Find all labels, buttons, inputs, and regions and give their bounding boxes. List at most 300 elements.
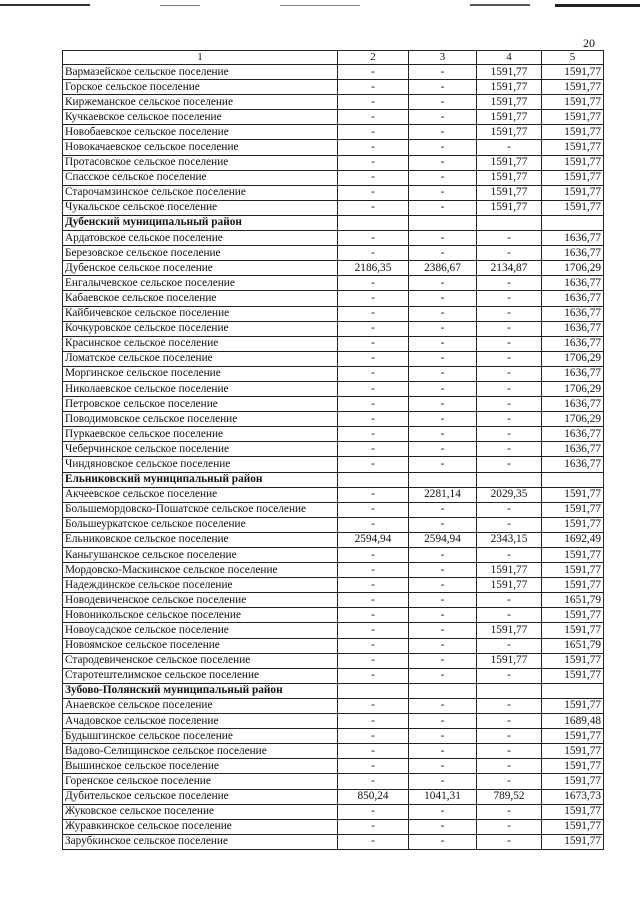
settlement-row [63, 759, 604, 774]
col2-value: - [338, 200, 409, 215]
empty-cell [477, 472, 542, 487]
col2-value: - [338, 155, 409, 170]
col3-value: - [409, 834, 477, 849]
col5-value: 1591,77 [542, 517, 604, 532]
col4-value: - [477, 608, 542, 623]
empty-cell [542, 215, 604, 230]
settlement-row [63, 608, 604, 623]
settlement-row [63, 306, 604, 321]
col4-value: - [477, 231, 542, 246]
col4-value: - [477, 834, 542, 849]
col3-value: - [409, 306, 477, 321]
col4-value: - [477, 291, 542, 306]
col5-value: 1591,77 [542, 653, 604, 668]
col2-value: - [338, 442, 409, 457]
col3-value: - [409, 804, 477, 819]
col4-value: - [477, 140, 542, 155]
col3-value: - [409, 95, 477, 110]
col5-value: 1591,77 [542, 819, 604, 834]
settlement-row [63, 381, 604, 396]
col4-value: - [477, 804, 542, 819]
col5-value: 1673,73 [542, 789, 604, 804]
col2-value: - [338, 412, 409, 427]
col4-value: - [477, 819, 542, 834]
empty-cell [477, 215, 542, 230]
col3-value: - [409, 291, 477, 306]
col3-value: - [409, 200, 477, 215]
col4-value: 1591,77 [477, 185, 542, 200]
settlement-name: Новодевиченское сельское поселение [63, 593, 338, 608]
empty-cell [338, 215, 409, 230]
settlement-row [63, 623, 604, 638]
settlement-row [63, 110, 604, 125]
col2-value: - [338, 140, 409, 155]
col3-value: - [409, 729, 477, 744]
col2-value: - [338, 351, 409, 366]
col3-value: - [409, 774, 477, 789]
col5-value: 1591,77 [542, 487, 604, 502]
col5-value: 1591,77 [542, 200, 604, 215]
settlement-name: Новоникольское сельское поселение [63, 608, 338, 623]
col5-value: 1636,77 [542, 306, 604, 321]
col4-value: 1591,77 [477, 170, 542, 185]
col4-value: - [477, 744, 542, 759]
col3-value: - [409, 698, 477, 713]
settlement-row [63, 457, 604, 472]
settlement-name: Акчеевское сельское поселение [63, 487, 338, 502]
col2-value: - [338, 231, 409, 246]
col4-value: 2029,35 [477, 487, 542, 502]
col5-value: 1692,49 [542, 532, 604, 547]
col3-value: - [409, 502, 477, 517]
col3-value: - [409, 442, 477, 457]
col3-value: - [409, 653, 477, 668]
col2-value: - [338, 291, 409, 306]
settlement-row [63, 819, 604, 834]
col5-value: 1651,79 [542, 593, 604, 608]
col3-value: - [409, 65, 477, 80]
settlement-name: Пуркаевское сельское поселение [63, 427, 338, 442]
header-cell: 3 [409, 51, 477, 65]
col2-value: - [338, 170, 409, 185]
col5-value: 1591,77 [542, 563, 604, 578]
col3-value: - [409, 623, 477, 638]
settlement-row [63, 578, 604, 593]
settlement-row [63, 321, 604, 336]
col5-value: 1636,77 [542, 366, 604, 381]
col5-value: 1706,29 [542, 261, 604, 276]
settlement-name: Жуковское сельское поселение [63, 804, 338, 819]
settlement-row [63, 804, 604, 819]
col3-value: - [409, 381, 477, 396]
col4-value: 1591,77 [477, 95, 542, 110]
col4-value: - [477, 366, 542, 381]
settlement-row [63, 351, 604, 366]
empty-cell [409, 215, 477, 230]
col2-value: - [338, 80, 409, 95]
col2-value: 2594,94 [338, 532, 409, 547]
col2-value: 850,24 [338, 789, 409, 804]
settlement-row [63, 774, 604, 789]
settlement-name: Новоямское сельское поселение [63, 638, 338, 653]
col4-value: - [477, 427, 542, 442]
settlement-row [63, 548, 604, 563]
header-cell: 1 [63, 51, 338, 65]
settlement-name: Анаевское сельское поселение [63, 698, 338, 713]
settlement-row [63, 336, 604, 351]
col4-value: 1591,77 [477, 578, 542, 593]
settlement-row [63, 698, 604, 713]
settlement-name: Вадово-Селищинское сельское поселение [63, 744, 338, 759]
settlement-name: Горское сельское поселение [63, 80, 338, 95]
col2-value: - [338, 729, 409, 744]
col5-value: 1706,29 [542, 351, 604, 366]
col3-value: - [409, 668, 477, 683]
col3-value: - [409, 593, 477, 608]
settlement-name: Березовское сельское поселение [63, 246, 338, 261]
col3-value: - [409, 517, 477, 532]
settlement-name: Чукальское сельское поселение [63, 200, 338, 215]
col3-value: - [409, 759, 477, 774]
col4-value: - [477, 306, 542, 321]
settlement-row [63, 834, 604, 849]
settlement-name: Чиндяновское сельское поселение [63, 457, 338, 472]
col5-value: 1591,77 [542, 608, 604, 623]
col3-value: - [409, 548, 477, 563]
col4-value: 2134,87 [477, 261, 542, 276]
col3-value: 1041,31 [409, 789, 477, 804]
col4-value: - [477, 276, 542, 291]
col3-value: - [409, 336, 477, 351]
settlement-row [63, 200, 604, 215]
settlement-row [63, 80, 604, 95]
empty-cell [338, 683, 409, 698]
col4-value: 789,52 [477, 789, 542, 804]
settlement-name: Протасовское сельское поселение [63, 155, 338, 170]
empty-cell [409, 683, 477, 698]
col5-value: 1591,77 [542, 155, 604, 170]
settlement-row [63, 714, 604, 729]
settlement-name: Кайбичевское сельское поселение [63, 306, 338, 321]
empty-cell [542, 683, 604, 698]
col3-value: - [409, 578, 477, 593]
settlement-row [63, 155, 604, 170]
col4-value: - [477, 397, 542, 412]
settlement-row [63, 593, 604, 608]
col4-value: 1591,77 [477, 80, 542, 95]
col5-value: 1591,77 [542, 759, 604, 774]
col5-value: 1591,77 [542, 125, 604, 140]
col2-value: - [338, 759, 409, 774]
col5-value: 1591,77 [542, 548, 604, 563]
settlement-name: Кабаевское сельское поселение [63, 291, 338, 306]
settlement-row [63, 729, 604, 744]
col2-value: - [338, 65, 409, 80]
col5-value: 1591,77 [542, 80, 604, 95]
settlement-name: Дубенское сельское поселение [63, 261, 338, 276]
col5-value: 1591,77 [542, 95, 604, 110]
settlement-row [63, 185, 604, 200]
tariff-table [62, 50, 604, 850]
col5-value: 1591,77 [542, 502, 604, 517]
col5-value: 1636,77 [542, 457, 604, 472]
settlement-row [63, 653, 604, 668]
col4-value: - [477, 668, 542, 683]
col3-value: - [409, 170, 477, 185]
col3-value: - [409, 276, 477, 291]
col5-value: 1689,48 [542, 714, 604, 729]
settlement-row [63, 231, 604, 246]
col4-value: - [477, 548, 542, 563]
col3-value: - [409, 397, 477, 412]
col2-value: - [338, 593, 409, 608]
col2-value: - [338, 321, 409, 336]
settlement-name: Новоусадское сельское поселение [63, 623, 338, 638]
col2-value: - [338, 668, 409, 683]
col4-value: 1591,77 [477, 110, 542, 125]
settlement-name: Вышинское сельское поселение [63, 759, 338, 774]
col5-value: 1636,77 [542, 321, 604, 336]
col2-value: 2186,35 [338, 261, 409, 276]
settlement-row [63, 517, 604, 532]
page-number: 20 [583, 36, 595, 50]
col5-value: 1636,77 [542, 291, 604, 306]
empty-cell [542, 472, 604, 487]
col3-value: - [409, 246, 477, 261]
settlement-name: Николаевское сельское поселение [63, 381, 338, 396]
col5-value: 1706,29 [542, 381, 604, 396]
col5-value: 1591,77 [542, 744, 604, 759]
col3-value: - [409, 351, 477, 366]
col4-value: 2343,15 [477, 532, 542, 547]
col4-value: - [477, 412, 542, 427]
col4-value: 1591,77 [477, 125, 542, 140]
col3-value: - [409, 819, 477, 834]
settlement-row [63, 563, 604, 578]
settlement-name: Петровское сельское поселение [63, 397, 338, 412]
empty-cell [409, 472, 477, 487]
settlement-row [63, 744, 604, 759]
district-name: Ельниковский муниципальный район [63, 472, 338, 487]
settlement-row [63, 65, 604, 80]
col2-value: - [338, 336, 409, 351]
settlement-name: Старочамзинское сельское поселение [63, 185, 338, 200]
settlement-name: Новокачаевское сельское поселение [63, 140, 338, 155]
col2-value: - [338, 246, 409, 261]
settlement-row [63, 291, 604, 306]
settlement-name: Красинское сельское поселение [63, 336, 338, 351]
col4-value: - [477, 246, 542, 261]
col2-value: - [338, 110, 409, 125]
col5-value: 1591,77 [542, 729, 604, 744]
settlement-name: Горенское сельское поселение [63, 774, 338, 789]
settlement-row [63, 532, 604, 547]
settlement-name: Зарубкинское сельское поселение [63, 834, 338, 849]
col4-value: - [477, 759, 542, 774]
empty-cell [477, 683, 542, 698]
col3-value: - [409, 457, 477, 472]
col2-value: - [338, 578, 409, 593]
settlement-row [63, 366, 604, 381]
settlement-name: Чеберчинское сельское поселение [63, 442, 338, 457]
settlement-row [63, 638, 604, 653]
col2-value: - [338, 548, 409, 563]
col3-value: - [409, 366, 477, 381]
col3-value: - [409, 638, 477, 653]
col2-value: - [338, 125, 409, 140]
col5-value: 1591,77 [542, 110, 604, 125]
col2-value: - [338, 698, 409, 713]
settlement-name: Мордовско-Маскинское сельское поселение [63, 563, 338, 578]
col4-value: - [477, 517, 542, 532]
district-name: Дубенский муниципальный район [63, 215, 338, 230]
col5-value: 1591,77 [542, 698, 604, 713]
col2-value: - [338, 638, 409, 653]
col5-value: 1636,77 [542, 276, 604, 291]
col2-value: - [338, 185, 409, 200]
col5-value: 1651,79 [542, 638, 604, 653]
col2-value: - [338, 306, 409, 321]
col4-value: 1591,77 [477, 200, 542, 215]
col3-value: - [409, 744, 477, 759]
col2-value: - [338, 774, 409, 789]
col3-value: - [409, 155, 477, 170]
col2-value: - [338, 623, 409, 638]
district-name: Зубово-Полянский муниципальный район [63, 683, 338, 698]
header-cell: 5 [542, 51, 604, 65]
col3-value: 2386,67 [409, 261, 477, 276]
settlement-name: Каньгушанское сельское поселение [63, 548, 338, 563]
col5-value: 1636,77 [542, 397, 604, 412]
settlement-row [63, 125, 604, 140]
settlement-name: Надеждинское сельское поселение [63, 578, 338, 593]
col3-value: - [409, 125, 477, 140]
col5-value: 1591,77 [542, 170, 604, 185]
settlement-name: Вармазейское сельское поселение [63, 65, 338, 80]
settlement-name: Ачадовское сельское поселение [63, 714, 338, 729]
col3-value: - [409, 80, 477, 95]
col4-value: - [477, 714, 542, 729]
col2-value: - [338, 366, 409, 381]
settlement-row [63, 261, 604, 276]
district-row [63, 215, 604, 230]
col2-value: - [338, 653, 409, 668]
col4-value: - [477, 442, 542, 457]
col2-value: - [338, 397, 409, 412]
col2-value: - [338, 834, 409, 849]
col3-value: - [409, 714, 477, 729]
col5-value: 1636,77 [542, 427, 604, 442]
settlement-row [63, 140, 604, 155]
settlement-name: Спасское сельское поселение [63, 170, 338, 185]
col3-value: - [409, 140, 477, 155]
settlement-name: Ломатское сельское поселение [63, 351, 338, 366]
col2-value: - [338, 95, 409, 110]
table-header-row [63, 51, 604, 65]
col5-value: 1591,77 [542, 65, 604, 80]
col3-value: - [409, 185, 477, 200]
col3-value: - [409, 231, 477, 246]
col2-value: - [338, 276, 409, 291]
col2-value: - [338, 427, 409, 442]
col4-value: - [477, 321, 542, 336]
settlement-name: Большемордовско-Пошатское сельское поселение [63, 502, 338, 517]
col2-value: - [338, 502, 409, 517]
settlement-name: Кочкуровское сельское поселение [63, 321, 338, 336]
col4-value: - [477, 698, 542, 713]
settlement-name: Енгалычевское сельское поселение [63, 276, 338, 291]
col5-value: 1591,77 [542, 834, 604, 849]
col2-value: - [338, 608, 409, 623]
col3-value: - [409, 427, 477, 442]
settlement-row [63, 789, 604, 804]
col5-value: 1591,77 [542, 578, 604, 593]
col4-value: - [477, 336, 542, 351]
col4-value: 1591,77 [477, 623, 542, 638]
settlement-row [63, 442, 604, 457]
col2-value: - [338, 819, 409, 834]
col5-value: 1636,77 [542, 442, 604, 457]
settlement-name: Киржеманское сельское поселение [63, 95, 338, 110]
col5-value: 1591,77 [542, 623, 604, 638]
col4-value: - [477, 774, 542, 789]
settlement-name: Большеуркатское сельское поселение [63, 517, 338, 532]
col5-value: 1591,77 [542, 804, 604, 819]
header-cell: 2 [338, 51, 409, 65]
settlement-name: Поводимовское сельское поселение [63, 412, 338, 427]
col3-value: - [409, 563, 477, 578]
col5-value: 1591,77 [542, 140, 604, 155]
col3-value: - [409, 110, 477, 125]
settlement-name: Журавкинское сельское поселение [63, 819, 338, 834]
settlement-name: Стародевиченское сельское поселение [63, 653, 338, 668]
settlement-row [63, 276, 604, 291]
settlement-row [63, 170, 604, 185]
col3-value: - [409, 321, 477, 336]
col4-value: - [477, 638, 542, 653]
col4-value: - [477, 502, 542, 517]
settlement-name: Ельниковское сельское поселение [63, 532, 338, 547]
settlement-row [63, 412, 604, 427]
col5-value: 1636,77 [542, 246, 604, 261]
settlement-name: Кучкаевское сельское поселение [63, 110, 338, 125]
settlement-row [63, 502, 604, 517]
col4-value: 1591,77 [477, 65, 542, 80]
col4-value: - [477, 593, 542, 608]
col5-value: 1636,77 [542, 231, 604, 246]
settlement-name: Новобаевское сельское поселение [63, 125, 338, 140]
col2-value: - [338, 714, 409, 729]
col4-value: 1591,77 [477, 155, 542, 170]
district-row [63, 683, 604, 698]
col2-value: - [338, 487, 409, 502]
col2-value: - [338, 563, 409, 578]
col2-value: - [338, 744, 409, 759]
col3-value: 2594,94 [409, 532, 477, 547]
settlement-name: Старотештелимское сельское поселение [63, 668, 338, 683]
settlement-name: Дубительское сельское поселение [63, 789, 338, 804]
col4-value: 1591,77 [477, 653, 542, 668]
scan-edge-mark [0, 2, 640, 8]
header-cell: 4 [477, 51, 542, 65]
col3-value: - [409, 412, 477, 427]
col5-value: 1591,77 [542, 185, 604, 200]
district-row [63, 472, 604, 487]
col3-value: - [409, 608, 477, 623]
col5-value: 1706,29 [542, 412, 604, 427]
settlement-row [63, 427, 604, 442]
col2-value: - [338, 804, 409, 819]
